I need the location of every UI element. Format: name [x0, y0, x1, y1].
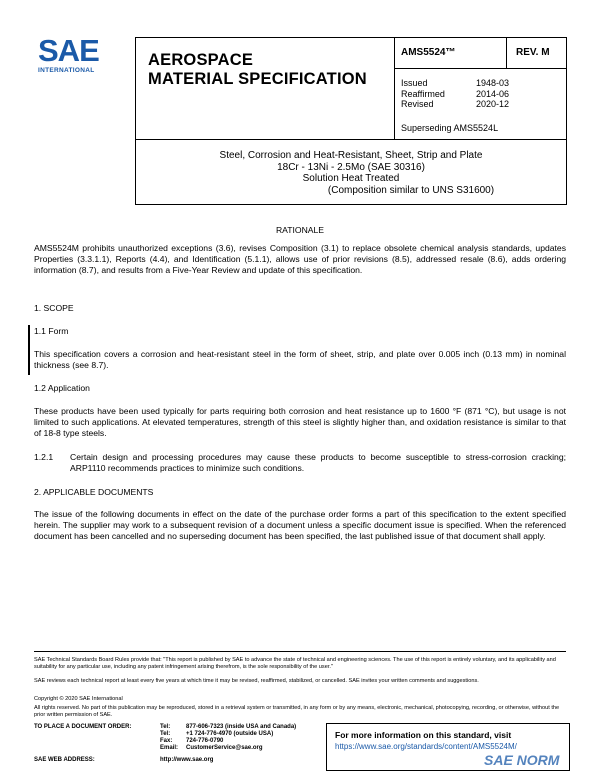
- change-bar: [28, 325, 30, 375]
- email-label: Email:: [160, 745, 179, 751]
- tel2-label: Tel:: [160, 731, 171, 737]
- sae-logo: [38, 33, 128, 86]
- section-1-1-heading: 1.1 Form: [34, 326, 69, 336]
- section-2-heading: 2. APPLICABLE DOCUMENTS: [34, 487, 154, 497]
- email-link[interactable]: CustomerService@sae.org: [186, 745, 263, 751]
- subject-line2: 18Cr - 13Ni - 2.5Mo (SAE 30316): [277, 161, 425, 173]
- rationale-heading: RATIONALE: [275, 225, 325, 235]
- section-1-1-text: This specification covers a corrosion and heat-resistant steel in the form of sheet, strip, and plate over 0.005 inch (0.13 mm) in nominal thickness (see 8.7).: [34, 349, 566, 370]
- order-label: TO PLACE A DOCUMENT ORDER:: [34, 724, 132, 730]
- superseding-text: Superseding AMS5524L: [401, 123, 499, 133]
- section-1-2-text: These products have been used typically for parts requiring both corrosion and heat resistance up to 1600 °F (871 °C), but usage is not limited to such applications. At elevated temperatures, strength of this steel is slightly higher than, and oxidation resistance is similar to that of 18-8 type steels.: [34, 406, 566, 438]
- spec-title: [148, 51, 367, 89]
- watermark-logo: SAE NORM: [484, 752, 560, 768]
- fax-value: 724-776-0790: [186, 738, 224, 744]
- rationale-text: AMS5524M prohibits unauthorized exceptions (3.6), revises Composition (3.1) to replace obsolete chemical analysis standards, updates Properties (3.3.1.1), Reports (4.4), and Identification (5.1.1), allows use of prior revisions (8.5), addressed resale (8.6), adds ordering information (8.7), and results from a Five-Year Review and update of this specification.: [34, 243, 566, 275]
- footer-rights-text: All rights reserved. No part of this publication may be reproduced, stored in a retrieval system or transmitted, in any form or by any means, electronic, mechanical, photocopying, recording, or otherwise, without the prior written permission of SAE.: [34, 705, 560, 718]
- footer-copyright: Copyright © 2020 SAE International: [34, 696, 123, 702]
- revision-label: REV. M: [516, 47, 550, 58]
- section-1-heading: 1. SCOPE: [34, 303, 74, 313]
- logo-sae-text: SAE: [38, 33, 99, 68]
- subject-line4: (Composition similar to UNS S31600): [327, 184, 495, 196]
- footer-review-text: SAE reviews each technical report at least every five years at which time it may be revised, reaffirmed, stabilized, or cancelled. SAE invites your written comments and suggestions.: [34, 678, 479, 684]
- web-label: SAE WEB ADDRESS:: [34, 757, 95, 763]
- footer-rules-text: SAE Technical Standards Board Rules provide that: "This report is published by SAE to advance the state of technical and engineering sciences. The use of this report is entirely voluntary, and its applicability and suitability for any particular use, including any patent infringement arising therefrom, is the sole responsibility of the user.": [34, 657, 556, 670]
- subject-line3: Solution Heat Treated: [302, 173, 400, 184]
- fax-label: Fax:: [160, 738, 173, 744]
- web-link[interactable]: http://www.sae.org: [160, 757, 214, 763]
- issued-date: 1948-03: [476, 78, 510, 88]
- tel-value: 877-606-7323 (inside USA and Canada): [186, 724, 297, 730]
- header-divider-rev: [506, 38, 507, 68]
- revised-date: 2020-12: [476, 99, 510, 109]
- spec-title-line2: MATERIAL SPECIFICATION: [148, 70, 367, 88]
- tel-label: Tel:: [160, 724, 171, 730]
- header-divider: [394, 38, 395, 140]
- reaffirmed-date: 2014-06: [476, 88, 510, 99]
- logo-international-text: INTERNATIONAL: [38, 67, 95, 74]
- doc-number: AMS5524™: [401, 47, 456, 58]
- revised-label: Revised: [401, 99, 434, 109]
- section-2-text: The issue of the following documents in effect on the date of the purchase order forms a part of this specification to the extent specified herein. The supplier may work to a subsequent revision of a document unless a specific document issue is specified. When the referenced document has been cancelled and no superseding document has been specified, the last published issue of that document shall apply.: [34, 509, 566, 541]
- header-rule: [394, 68, 566, 69]
- section-1-2-1-text: Certain design and processing procedures may cause these products to become susceptible to stress-corrosion cracking; ARP1110 recommends practices to minimize such conditions.: [70, 452, 566, 473]
- subject-box: [135, 139, 567, 205]
- header-box: [135, 37, 567, 140]
- issue-dates: [401, 78, 509, 110]
- section-1-2-1-number: 1.2.1: [34, 452, 54, 462]
- subject-line1: Steel, Corrosion and Heat-Resistant, Sheet, Strip and Plate: [219, 150, 483, 161]
- tel2-value: +1 724-776-4970 (outside USA): [186, 731, 274, 737]
- spec-title-line1: AEROSPACE: [148, 51, 254, 69]
- online-info-title: For more information on this standard, visit: [335, 730, 512, 740]
- issued-label: Issued: [401, 78, 428, 88]
- section-1-2-heading: 1.2 Application: [34, 383, 90, 393]
- online-info-link[interactable]: https://www.sae.org/standards/content/AMS5524M/: [335, 742, 517, 751]
- footer-rule: [34, 651, 566, 652]
- reaffirmed-label: Reaffirmed: [401, 88, 445, 99]
